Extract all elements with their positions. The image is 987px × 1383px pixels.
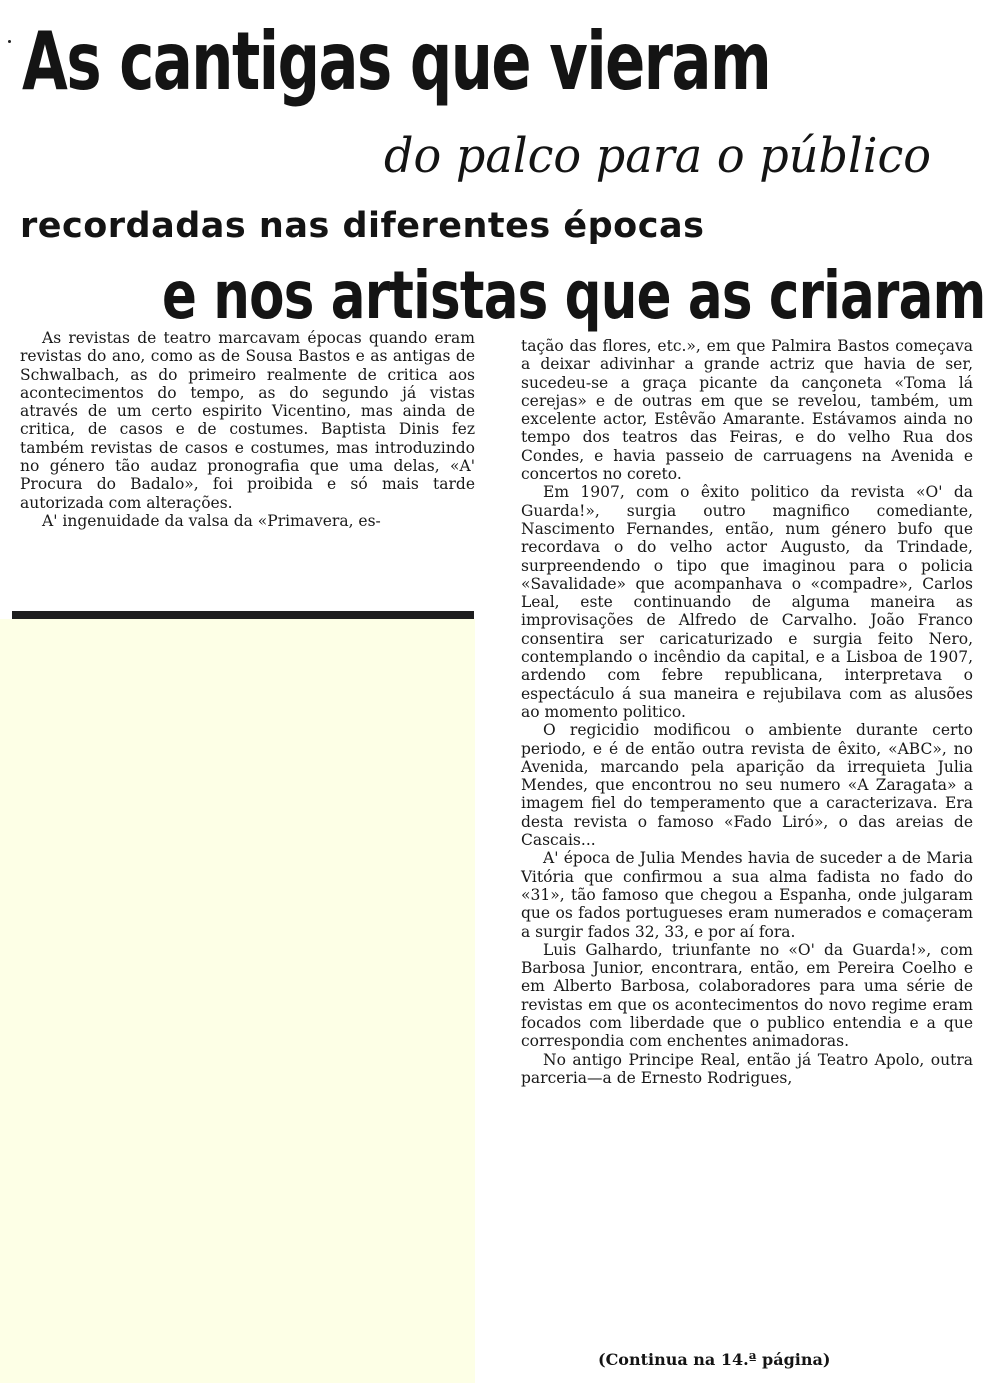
right-paragraph-1: tação das flores, etc.», em que Palmira Bastos começava a deixar adivinhar a grande actriz que havia de ser, sucedeu-se a graça picante da cançoneta «Toma lá cerejas» e de outras em que se revelou, também, um excelente actor, Estêvão Amarante. Estávamos ainda no tempo dos teatros das Feiras, e do velho Rua dos Condes, e havia passeio de carruagens na Avenida e concertos no coreto.: [521, 337, 973, 484]
left-column: [20, 329, 475, 530]
left-paragraph-1: As revistas de teatro marcavam épocas quando eram revistas do ano, como as de Sousa Bastos e as antigas de Schwalbach, as do primeiro realmente de critica aos acontecimentos do tempo, as do segundo já vistas através de um certo espirito Vicentino, mas ainda de critica, de casos e de costumes. Baptista Dinis fez também revistas de casos e costumes, mas introduzindo no género tão audaz pronografia que uma delas, «A' Procura do Badalo», foi proibida e só mais tarde autorizada com alterações.: [20, 329, 475, 512]
headline-line-1: As cantigas que vieram: [22, 15, 771, 108]
continuation-note: (Continua na 14.ª página): [598, 1350, 831, 1369]
right-paragraph-5: Luis Galhardo, triunfante no «O' da Guarda!», com Barbosa Junior, encontrara, então, em Pereira Coelho e em Alberto Barbosa, colaboradores para uma série de revistas em que os acontecimentos do novo regime eram focados com liberdade que o publico entendia e a que correspondia com enchentes animadoras.: [521, 940, 973, 1051]
print-speck: [8, 40, 11, 43]
headline-line-4: e nos artistas que as criaram: [162, 257, 986, 334]
right-paragraph-2: Em 1907, com o êxito politico da revista «O' da Guarda!», surgia outro magnifico comediante, Nascimento Fernandes, então, num género bufo que recordava o do velho actor Augusto, da Trindade, surpreendendo o tipo que imaginou para o policia «Savalidade» que acompanhava o «compadre», Carlos Leal, este continuando de alguma maneira as improvisações de Alfredo de Carvalho. João Franco consentira ser caricaturizado e surgia feito Nero, contemplando o incêndio da capital, e a Lisboa de 1907, ardendo com febre republicana, interpretava o espectáculo á sua maneira e rejubilava com as alusões ao momento politico.: [521, 483, 973, 721]
column-end-rule: [12, 611, 474, 619]
headline-line-2: do palco para o público: [384, 128, 932, 184]
headline-line-3: recordadas nas diferentes épocas: [20, 206, 705, 246]
left-paragraph-2: A' ingenuidade da valsa da «Primavera, es-: [42, 511, 381, 530]
right-paragraph-3: O regicidio modificou o ambiente durante certo periodo, e é de então outra revista de êxito, «ABC», no Avenida, marcando pela aparição da irrequieta Julia Mendes, que encontrou no seu numero «A Zaragata» a imagem fiel do temperamento que a caracterizava. Era desta revista o famoso «Fado Liró», o das areias de Cascais...: [521, 721, 973, 850]
blank-panel: [0, 619, 475, 1383]
right-paragraph-4: A' época de Julia Mendes havia de suceder a de Maria Vitória que confirmou a sua alma fadista no fado do «31», tão famoso que chegou a Espanha, onde julgaram que os fados portugueses eram numerados e comaçeram a surgir fados 32, 33, e por aí fora.: [521, 849, 973, 941]
right-column: [521, 337, 973, 1087]
right-paragraph-6: No antigo Principe Real, então já Teatro Apolo, outra parceria—a de Ernesto Rodrigues,: [521, 1050, 973, 1087]
